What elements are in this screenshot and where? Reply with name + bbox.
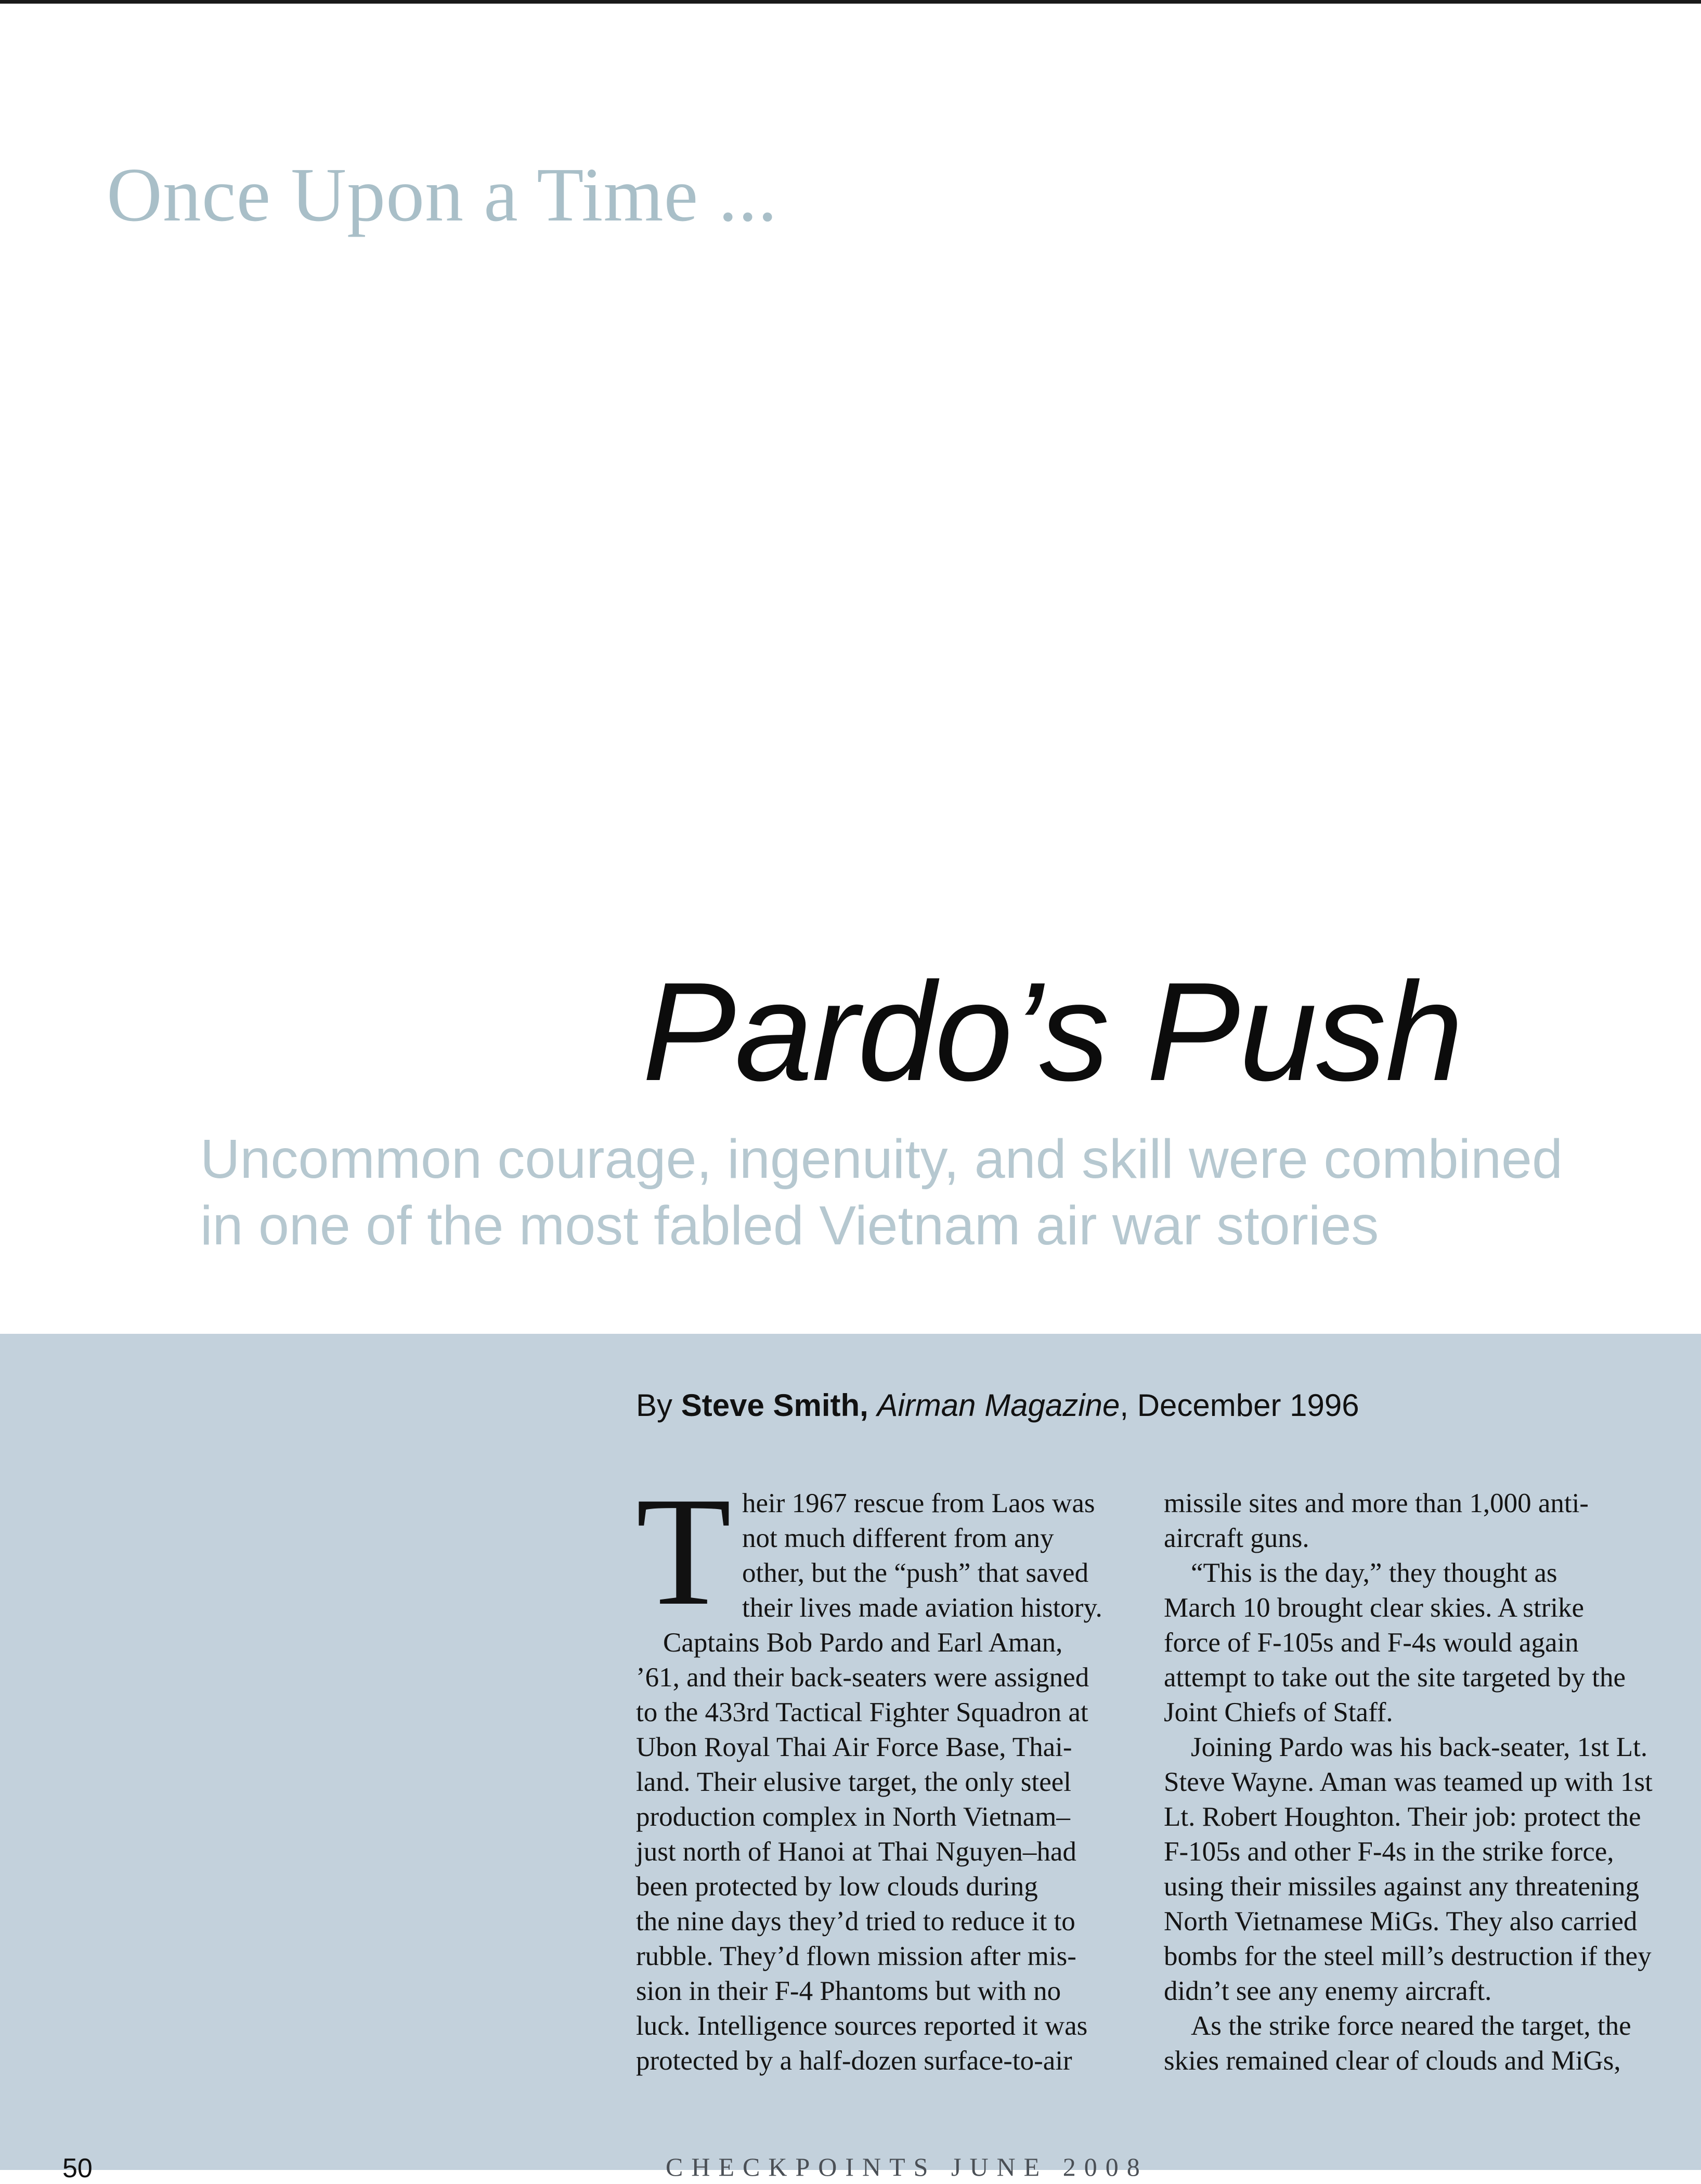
text-line: luck. Intelligence sources reported it was	[636, 2011, 1088, 2041]
byline-date: , December 1996	[1120, 1388, 1359, 1423]
byline-prefix: By	[636, 1388, 681, 1423]
text-column-2	[1164, 1486, 1673, 2078]
text-line: ’61, and their back-seaters were assigned	[636, 1662, 1089, 1693]
drop-cap: T	[636, 1465, 732, 1637]
text-line: March 10 brought clear skies. A strike	[1164, 1593, 1585, 1623]
text-line: didn’t see any enemy aircraft.	[1164, 1976, 1492, 2006]
article-headline: Pardo’s Push	[642, 954, 1463, 1110]
byline-author: Steve Smith,	[681, 1388, 868, 1423]
deck-line: in one of the most fabled Vietnam air war stories	[200, 1195, 1379, 1256]
text-line: aircraft guns.	[1164, 1523, 1309, 1553]
footer-title: CHECKPOINTS JUNE 2008	[666, 2152, 1148, 2181]
text-line: North Vietnamese MiGs. They also carried	[1164, 1906, 1638, 1936]
text-line: just north of Hanoi at Thai Nguyen–had	[636, 1837, 1076, 1867]
text-line: “This is the day,” they thought as	[1191, 1558, 1557, 1588]
page-number: 50	[62, 2153, 93, 2183]
text-line: been protected by low clouds during	[636, 1871, 1038, 1902]
text-line: Lt. Robert Houghton. Their job: protect the	[1164, 1802, 1641, 1832]
text-line: sion in their F-4 Phantoms but with no	[636, 1976, 1061, 2006]
text-line: the nine days they’d tried to reduce it to	[636, 1906, 1075, 1936]
deck-line: Uncommon courage, ingenuity, and skill were combined	[200, 1128, 1563, 1190]
text-line: heir 1967 rescue from Laos was	[742, 1488, 1095, 1518]
top-rule	[0, 0, 1701, 4]
article-deck	[200, 1126, 1604, 1259]
text-line: not much different from any	[742, 1523, 1054, 1553]
text-line: protected by a half-dozen surface-to-air	[636, 2046, 1072, 2076]
text-line: Joint Chiefs of Staff.	[1164, 1697, 1393, 1727]
text-column-1	[636, 1486, 1146, 2078]
text-line: production complex in North Vietnam–	[636, 1802, 1070, 1832]
text-line: other, but the “push” that saved	[742, 1558, 1089, 1588]
text-line: their lives made aviation history.	[742, 1593, 1102, 1623]
text-line: missile sites and more than 1,000 anti-	[1164, 1488, 1589, 1518]
text-line: to the 433rd Tactical Fighter Squadron at	[636, 1697, 1088, 1727]
section-label: Once Upon a Time ...	[107, 152, 778, 238]
text-line: F-105s and other F-4s in the strike force,	[1164, 1837, 1614, 1867]
text-line: skies remained clear of clouds and MiGs,	[1164, 2046, 1621, 2076]
text-line: using their missiles against any threatening	[1164, 1871, 1640, 1902]
text-line: rubble. They’d flown mission after mis-	[636, 1941, 1076, 1971]
text-line: force of F-105s and F-4s would again	[1164, 1628, 1579, 1658]
text-line: bombs for the steel mill’s destruction if they	[1164, 1941, 1652, 1971]
text-line: land. Their elusive target, the only steel	[636, 1767, 1071, 1797]
byline	[636, 1387, 1359, 1423]
byline-publication: Airman Magazine	[877, 1388, 1120, 1423]
text-line: attempt to take out the site targeted by the	[1164, 1662, 1626, 1693]
text-line: Steve Wayne. Aman was teamed up with 1st	[1164, 1767, 1653, 1797]
text-line: Captains Bob Pardo and Earl Aman,	[663, 1628, 1063, 1658]
text-line: Ubon Royal Thai Air Force Base, Thai-	[636, 1732, 1072, 1762]
text-line: Joining Pardo was his back-seater, 1st Lt.	[1191, 1732, 1648, 1762]
text-line: As the strike force neared the target, the	[1191, 2011, 1631, 2041]
